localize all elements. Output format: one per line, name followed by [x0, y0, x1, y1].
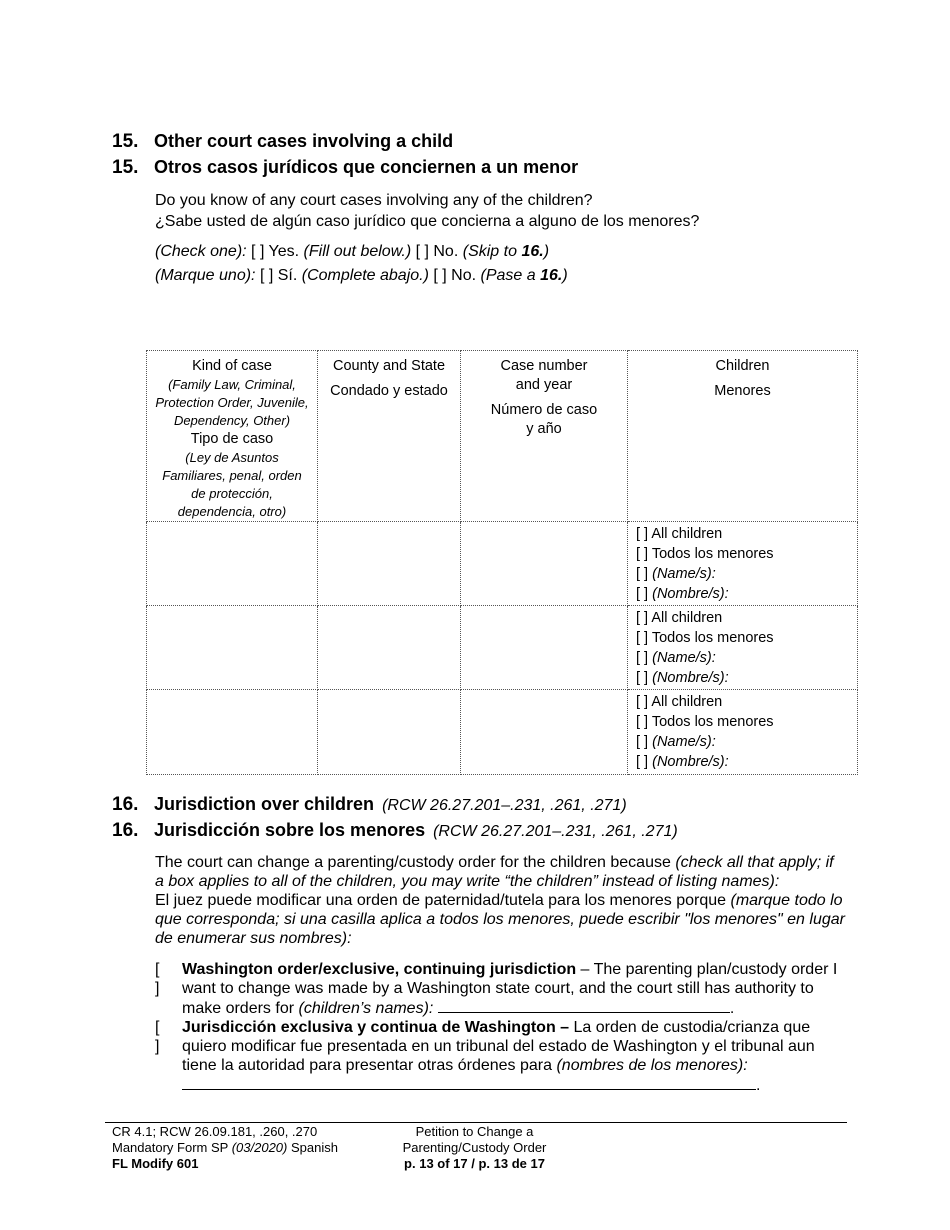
names-checkbox[interactable]: [ ] (Name/s): [636, 734, 716, 750]
all-children-checkbox[interactable]: [ ] All children [636, 526, 723, 542]
skip-hint: (Skip to 16.) [462, 243, 550, 260]
section-title: Otros casos jurídicos que conciernen a un menor [154, 157, 579, 177]
childrens-names-field[interactable] [438, 998, 730, 1013]
footer-title-line1: Petition to Change a [415, 1124, 534, 1139]
table-row [147, 690, 858, 775]
section-number: 15. [112, 157, 139, 178]
question-es: ¿Sabe usted de algún caso jurídico que concierna a alguno de los menores? [155, 213, 700, 230]
footer-title [397, 1124, 552, 1172]
no-checkbox-es[interactable]: [ ] No. [433, 267, 477, 284]
wa-jurisdiccion-checkbox[interactable]: [ ] [155, 1019, 160, 1055]
header-kind-of-case: Kind of case (Family Law, Criminal, Protection Order, Juvenile, Dependency, Other) Tipo de caso (Ley de Asuntos Familiares, penal, orden de protección, dependencia, otro) [147, 351, 318, 522]
kind-of-case-cell[interactable] [147, 690, 318, 775]
check-line-es [155, 264, 568, 288]
nombres-checkbox[interactable]: [ ] (Nombre/s): [636, 670, 729, 686]
section-number: 16. [112, 794, 139, 815]
wa-jurisdiction-checkbox[interactable]: [ ] [155, 961, 160, 997]
all-children-checkbox[interactable]: [ ] All children [636, 694, 723, 710]
no-checkbox[interactable]: [ ] No. [415, 243, 459, 260]
case-number-cell[interactable] [461, 690, 628, 775]
section-15-check [155, 240, 568, 288]
names-checkbox[interactable]: [ ] (Name/s): [636, 566, 716, 582]
section-number: 15. [112, 131, 139, 152]
intro-en: The court can change a parenting/custody order for the children because (check all that apply; if a box applies to all of the children, you may write “the children” instead of listing names): [155, 854, 834, 890]
si-checkbox[interactable]: [ ] Sí. [259, 267, 298, 284]
footer-title-line2: Parenting/Custody Order [402, 1140, 547, 1155]
header-county-state: County and State Condado y estado [318, 351, 461, 522]
court-cases-table [146, 350, 858, 775]
kind-of-case-cell[interactable] [147, 606, 318, 690]
section-16-intro [155, 853, 845, 948]
fill-hint: (Complete abajo.) [301, 267, 429, 284]
children-cell [628, 522, 858, 606]
county-state-cell[interactable] [318, 606, 461, 690]
yes-checkbox[interactable]: [ ] Yes. [251, 243, 300, 260]
section-title: Other court cases involving a child [154, 131, 454, 151]
section-number: 16. [112, 820, 139, 841]
table-row [147, 522, 858, 606]
rcw-citation: (RCW 26.27.201–.231, .261, .271) [382, 797, 627, 814]
page-number: p. 13 of 17 / p. 13 de 17 [404, 1156, 545, 1171]
footer-form-id: FL Modify 601 [112, 1156, 199, 1171]
all-children-checkbox[interactable]: [ ] All children [636, 610, 723, 626]
kind-of-case-cell[interactable] [147, 522, 318, 606]
case-number-cell[interactable] [461, 606, 628, 690]
section-16-heading-en [112, 794, 627, 816]
nombres-checkbox[interactable]: [ ] (Nombre/s): [636, 754, 729, 770]
table-header-row [147, 351, 858, 522]
todos-menores-checkbox[interactable]: [ ] Todos los menores [636, 630, 774, 646]
skip-hint: (Pase a 16.) [480, 267, 568, 284]
section-title: Jurisdiction over children [154, 794, 375, 814]
intro-es: El juez puede modificar una orden de paternidad/tutela para los menores porque (marque todo lo que corresponda; si una casilla aplica a todos los menores, puede escribir "los menores" en lugar de enumerar sus nombres): [155, 892, 845, 947]
section-title: Jurisdicción sobre los menores [154, 820, 426, 840]
todos-menores-checkbox[interactable]: [ ] Todos los menores [636, 546, 774, 562]
case-number-cell[interactable] [461, 522, 628, 606]
section-15-heading-es [112, 157, 578, 179]
names-checkbox[interactable]: [ ] (Name/s): [636, 650, 716, 666]
header-case-number: Case number and year Número de caso y año [461, 351, 628, 522]
footer-mandatory-form: Mandatory Form SP (03/2020) Spanish [112, 1140, 338, 1155]
nombres-menores-field[interactable] [182, 1075, 756, 1090]
children-cell [628, 606, 858, 690]
table-row [147, 606, 858, 690]
nombres-checkbox[interactable]: [ ] (Nombre/s): [636, 586, 729, 602]
section-15-question [155, 190, 699, 232]
county-state-cell[interactable] [318, 522, 461, 606]
check-prefix: (Marque uno): [155, 267, 256, 284]
footer-rule [105, 1122, 847, 1123]
check-line-en [155, 240, 568, 264]
county-state-cell[interactable] [318, 690, 461, 775]
children-cell [628, 690, 858, 775]
header-children: Children Menores [628, 351, 858, 522]
rcw-citation: (RCW 26.27.201–.231, .261, .271) [433, 823, 678, 840]
section-15-heading-en [112, 131, 453, 153]
fill-hint: (Fill out below.) [303, 243, 412, 260]
check-prefix: (Check one): [155, 243, 247, 260]
footer-form-info [112, 1124, 338, 1172]
section-16-heading-es [112, 820, 678, 842]
footer-rcw: CR 4.1; RCW 26.09.181, .260, .270 [112, 1124, 318, 1139]
question-en: Do you know of any court cases involving any of the children? [155, 192, 593, 209]
todos-menores-checkbox[interactable]: [ ] Todos los menores [636, 714, 774, 730]
